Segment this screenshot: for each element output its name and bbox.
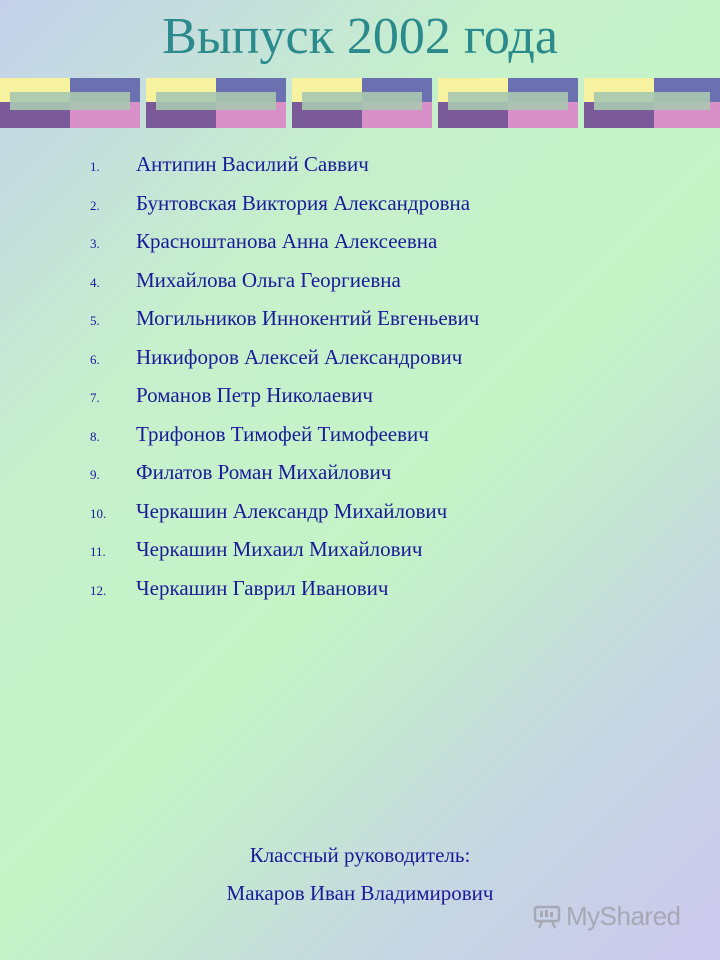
list-number: 1. <box>90 159 100 174</box>
banner-tile <box>438 78 578 128</box>
list-item <box>90 499 479 538</box>
list-item <box>90 152 479 191</box>
list-number: 2. <box>90 197 100 213</box>
list-number: 6. <box>90 351 100 367</box>
teacher-label: Классный руководитель: <box>249 843 471 867</box>
banner-tile <box>584 78 720 128</box>
student-name: Трифонов Тимофей Тимофеевич <box>136 421 429 446</box>
banner-tile <box>292 78 432 128</box>
list-item <box>90 383 479 422</box>
list-number: 10. <box>90 505 107 521</box>
watermark <box>532 896 681 936</box>
student-name: Романов Петр Николаевич <box>136 383 373 407</box>
student-name: Антипин Василий Саввич <box>136 152 369 176</box>
watermark-text: MyShared <box>566 900 681 931</box>
page-title: Выпуск 2002 года <box>162 8 558 65</box>
list-item <box>90 460 479 499</box>
student-name: Михайлова Ольга Георгиевна <box>136 267 401 292</box>
student-name: Черкашин Михаил Михайлович <box>136 537 423 561</box>
list-item <box>90 422 479 461</box>
list-number: 12. <box>90 582 107 598</box>
list-item <box>90 306 479 345</box>
list-item <box>90 345 479 384</box>
banner-tile <box>146 78 286 128</box>
student-name: Могильников Иннокентий Евгеньевич <box>136 306 480 330</box>
student-name: Никифоров Алексей Александрович <box>136 344 463 369</box>
list-number: 5. <box>90 313 100 328</box>
list-item <box>90 191 479 230</box>
list-item <box>90 268 479 307</box>
list-item <box>90 576 479 615</box>
student-list <box>90 152 479 614</box>
student-name: Черкашин Гаврил Иванович <box>136 575 389 600</box>
list-item <box>90 537 479 576</box>
banner-tile <box>0 78 140 128</box>
myshared-logo-icon <box>532 901 562 931</box>
decorative-banner <box>0 78 720 128</box>
list-number: 8. <box>90 428 100 444</box>
list-item <box>90 229 479 268</box>
list-number: 11. <box>90 544 106 559</box>
list-number: 3. <box>90 236 100 251</box>
list-number: 7. <box>90 390 100 405</box>
list-number: 4. <box>90 274 100 290</box>
student-name: Филатов Роман Михайлович <box>136 460 392 484</box>
teacher-name: Макаров Иван Владимирович <box>226 881 494 905</box>
student-name: Черкашин Александр Михайлович <box>136 498 448 523</box>
list-number: 9. <box>90 467 100 482</box>
student-name: Красноштанова Анна Алексеевна <box>136 229 438 253</box>
student-name: Бунтовская Виктория Александровна <box>136 190 471 215</box>
